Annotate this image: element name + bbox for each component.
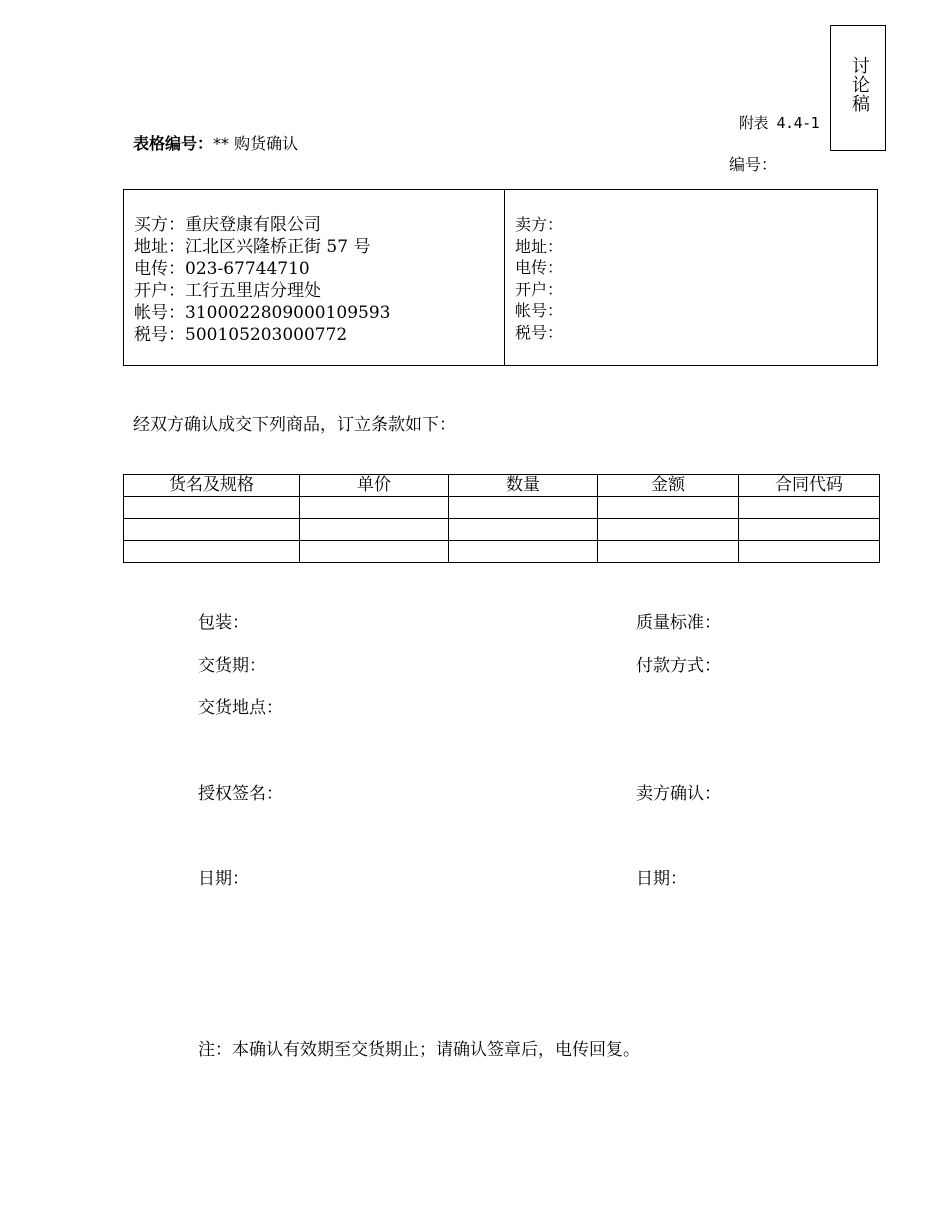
attachment-label: 附表 4.4-1	[739, 114, 820, 132]
seller-tax-id: 税号：	[515, 322, 564, 342]
date-label-right: 日期：	[636, 869, 687, 889]
column-header: 单价	[300, 475, 449, 497]
party-info-table	[123, 189, 878, 366]
table-cell[interactable]	[124, 541, 300, 563]
packaging-label: 包装：	[198, 613, 249, 633]
table-cell[interactable]	[739, 541, 880, 563]
buyer-bank: 开户：工行五里店分理处	[134, 281, 321, 301]
buyer-fax: 电传：023-67744710	[134, 259, 310, 279]
goods-table	[123, 474, 880, 563]
table-cell[interactable]	[739, 519, 880, 541]
seller-address: 地址：	[515, 236, 564, 256]
buyer-account: 帐号：3100022809000109593	[134, 303, 391, 323]
form-number-value: ** 购货确认	[213, 134, 299, 153]
column-header: 合同代码	[739, 475, 880, 497]
seller-name: 卖方：	[515, 215, 564, 234]
buyer-tax-id: 税号：500105203000772	[134, 325, 348, 345]
seller-confirmation-label: 卖方确认：	[636, 784, 721, 804]
table-cell[interactable]	[449, 519, 598, 541]
column-header: 货名及规格	[124, 475, 300, 497]
form-number	[133, 131, 298, 154]
footer-note: 注：本确认有效期至交货期止；请确认签章后，电传回复。	[198, 1040, 640, 1060]
seller-info	[505, 190, 877, 365]
buyer-name: 买方：重庆登康有限公司	[134, 215, 321, 235]
table-cell[interactable]	[300, 497, 449, 519]
table-cell[interactable]	[449, 541, 598, 563]
table-cell[interactable]	[598, 541, 739, 563]
table-cell[interactable]	[739, 497, 880, 519]
seller-fax: 电传：	[515, 258, 564, 277]
buyer-address: 地址：江北区兴隆桥正街 57 号	[134, 237, 371, 257]
seller-bank: 开户：	[515, 279, 564, 299]
delivery-date-label: 交货期：	[198, 656, 266, 676]
draft-stamp-text: 讨论稿	[849, 56, 870, 113]
table-cell[interactable]	[124, 497, 300, 519]
delivery-place-label: 交货地点：	[198, 698, 283, 718]
seller-account: 帐号：	[515, 301, 564, 320]
table-cell[interactable]	[449, 497, 598, 519]
form-number-label: 表格编号：	[133, 134, 214, 153]
table-cell[interactable]	[300, 541, 449, 563]
table-cell[interactable]	[598, 497, 739, 519]
goods-table-header	[124, 475, 880, 497]
table-row	[124, 541, 880, 563]
date-label-left: 日期：	[198, 869, 249, 889]
table-cell[interactable]	[300, 519, 449, 541]
quality-standard-label: 质量标准：	[636, 613, 721, 633]
intro-text: 经双方确认成交下列商品，订立条款如下：	[133, 415, 456, 435]
table-row	[124, 497, 880, 519]
column-header: 数量	[449, 475, 598, 497]
buyer-info	[124, 190, 505, 365]
serial-number-label: 编号：	[729, 155, 778, 174]
table-cell[interactable]	[124, 519, 300, 541]
table-row	[124, 519, 880, 541]
draft-stamp	[830, 25, 886, 151]
authorized-signature-label: 授权签名：	[198, 784, 283, 804]
table-cell[interactable]	[598, 519, 739, 541]
payment-method-label: 付款方式：	[636, 656, 721, 676]
column-header: 金额	[598, 475, 739, 497]
